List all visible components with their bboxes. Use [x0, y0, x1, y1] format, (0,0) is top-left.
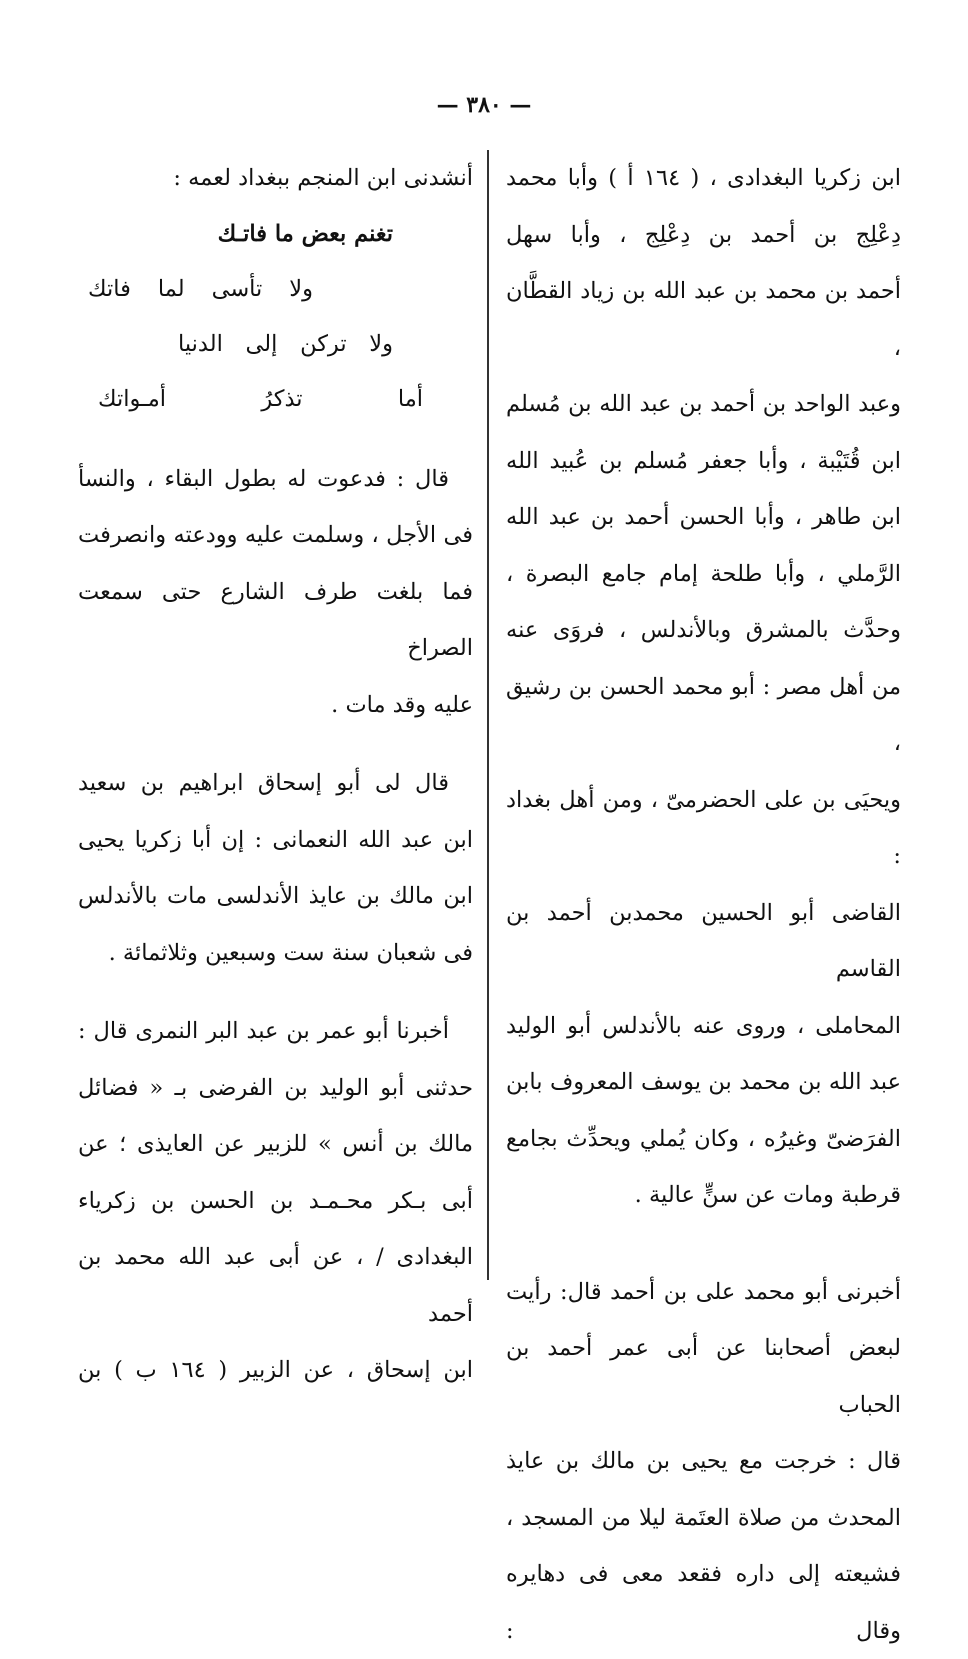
text-line: أحمد بن محمد بن عبد الله بن زياد القطَّان ،: [506, 263, 901, 376]
poem-verse: ولا تركن إلى الدنيا: [88, 317, 423, 372]
text-line: المحدث من صلاة العتَمة ليلا من المسجد ،: [506, 1490, 901, 1547]
text-line: فما بلغت طرف الشارع حتى سمعت الصراخ: [78, 564, 473, 677]
text-line: مالك بن أنس » للزبير عن العايذى ؛ عن: [78, 1116, 473, 1173]
poem-verse: ولا تأسى لما فاتك: [88, 262, 423, 317]
left-block-3: [78, 1003, 473, 1399]
text-line: دِعْلِج بن أحمد بن دِعْلِج ، وأبا سهل: [506, 207, 901, 264]
text-line: البغدادى / ، عن أبى عبد الله محمد بن أحمد: [78, 1229, 473, 1342]
text-line: عبد الله بن محمد بن يوسف المعروف بابن: [506, 1054, 901, 1111]
poem: [78, 207, 473, 427]
right-block-1: [506, 150, 901, 1224]
right-block-2: [506, 1264, 901, 1659]
text-line: حدثنى أبو الوليد بن الفرضى بـ « فضائل: [78, 1060, 473, 1117]
poem-intro: أنشدنى ابن المنجم ببغداد لعمه :: [78, 150, 473, 207]
text-line: الفرَضىّ وغيرُه ، وكان يُملي ويحدِّث بجامع: [506, 1111, 901, 1168]
text-line: قال : فدعوت له بطول البقاء ، والنسأ: [78, 451, 473, 508]
text-line: وعبد الواحد بن أحمد بن عبد الله بن مُسلم: [506, 376, 901, 433]
text-line: وحدَّث بالمشرق وبالأندلس ، فروَى عنه: [506, 602, 901, 659]
text-line: أخبرنا أبو عمر بن عبد البر النمرى قال :: [78, 1003, 473, 1060]
left-column: [78, 150, 473, 1280]
paragraph-gap: [78, 733, 473, 755]
text-line: ابن قُتَيْبة ، وأبا جعفر مُسلم بن عُبيد الله: [506, 433, 901, 490]
text-line: المحاملى ، وروى عنه بالأندلس أبو الوليد: [506, 998, 901, 1055]
text-line: أبى بـكر محـمـد بن الحسن بن زكرياء: [78, 1173, 473, 1230]
text-line: ابن مالك بن عايذ الأندلسى مات بالأندلس: [78, 868, 473, 925]
text-line: ويحيَى بن على الحضرمىّ ، ومن أهل بغداد :: [506, 772, 901, 885]
page-number: — ٣٨٠ —: [0, 92, 968, 118]
text-line: ابن إسحاق ، عن الزبير ( ١٦٤ ب ) بن: [78, 1342, 473, 1399]
column-divider: [487, 150, 489, 1280]
poem-verse: أما تذكرُ أمـواتك: [88, 372, 423, 427]
text-line: قال : خرجت مع يحيى بن مالك بن عايذ: [506, 1433, 901, 1490]
text-line: فى شعبان سنة ست وسبعين وثلاثمائة .: [78, 925, 473, 982]
left-block-1: [78, 451, 473, 734]
text-line: من أهل مصر : أبو محمد الحسن بن رشيق ،: [506, 659, 901, 772]
text-line: ابن عبد الله النعمانى : إن أبا زكريا يحيى: [78, 812, 473, 869]
text-line: عليه وقد مات .: [78, 677, 473, 734]
text-line: قال لى أبو إسحاق ابراهيم بن سعيد: [78, 755, 473, 812]
right-column: [506, 150, 901, 1280]
text-line: قرطبة ومات عن سنٍّ عالية .: [506, 1167, 901, 1224]
text-line: القاضى أبو الحسين محمدبن أحمد بن القاسم: [506, 885, 901, 998]
text-line: فشيعته إلى داره فقعد معى فى دهايره وقال :: [506, 1546, 901, 1659]
paragraph-gap: [78, 981, 473, 1003]
text-line: لبعض أصحابنا عن أبى عمر أحمد بن الحباب: [506, 1320, 901, 1433]
text-line: الرَّملي ، وأبا طلحة إمام جامع البصرة ،: [506, 546, 901, 603]
text-line: ابن زكريا البغدادى ، ( ١٦٤ أ ) وأبا محمد: [506, 150, 901, 207]
text-line: فى الأجل ، وسلمت عليه وودعته وانصرفت: [78, 507, 473, 564]
text-line: ابن طاهر ، وأبا الحسن أحمد بن عبد الله: [506, 489, 901, 546]
left-block-2: [78, 755, 473, 981]
poem-verse: تغنم بعض ما فاتـك: [88, 207, 423, 262]
text-line: أخبرنى أبو محمد على بن أحمد قال: رأيت: [506, 1264, 901, 1321]
paragraph-gap: [506, 1224, 901, 1264]
paragraph-gap: [78, 435, 473, 451]
